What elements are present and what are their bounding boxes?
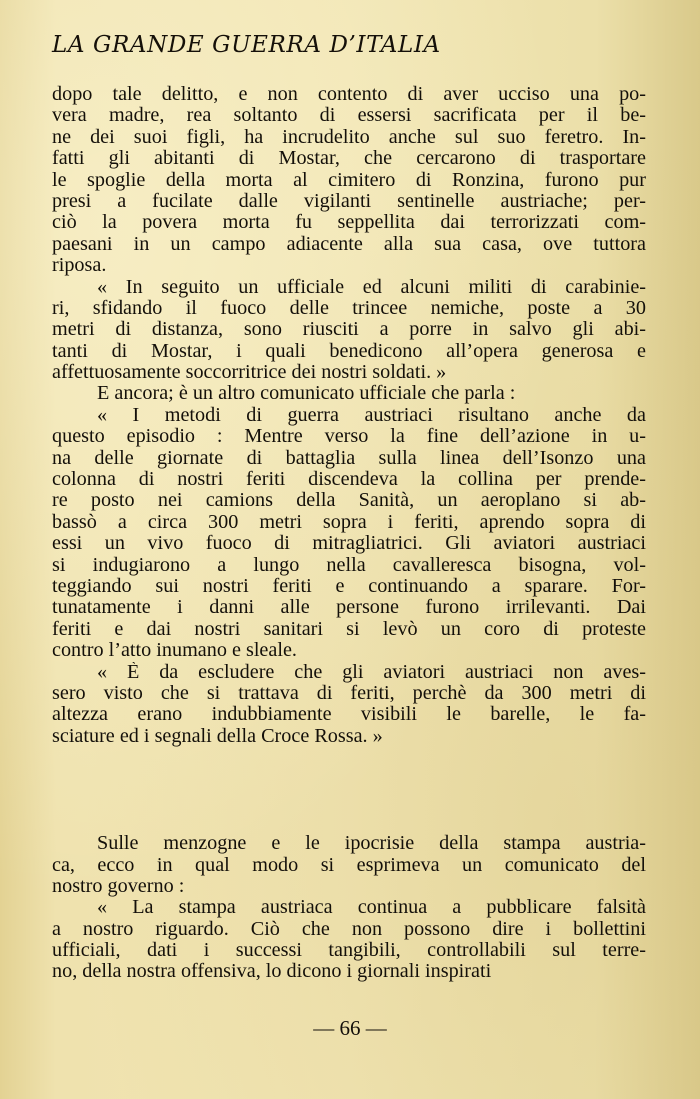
body-text <box>52 84 646 983</box>
text-line: essi un vivo fuoco di mitragliatrici. Gli aviatori austriaci <box>52 533 646 555</box>
text-line: na delle giornate di battaglia sulla linea dell’Isonzo una <box>52 447 646 469</box>
text-line: « In seguito un ufficiale ed alcuni militi di carabinie- <box>97 276 646 298</box>
text-line: le spoglie della morta al cimitero di Ronzina, furono pur <box>52 169 646 191</box>
text-line: dopo tale delitto, e non contento di aver ucciso una po- <box>52 84 646 105</box>
text-line: re posto nei camions della Sanità, un aeroplano si ab- <box>52 490 646 512</box>
text-line: altezza erano indubbiamente visibili le barelle, le fa- <box>52 704 646 726</box>
text-line: a nostro riguardo. Ciò che non possono dire i bollettini <box>52 918 646 940</box>
text-line: sero visto che si trattava di feriti, perchè da 300 metri di <box>52 682 646 704</box>
text-line: tanti di Mostar, i quali benedicono all’opera generosa e <box>52 340 646 362</box>
text-line: metri di distanza, sono riusciti a porre in salvo gli abi- <box>52 319 646 341</box>
text-line: presi a fucilate dalle vigilanti sentinelle austriache; per- <box>52 190 646 212</box>
text-line: questo episodio : Mentre verso la fine dell’azione in u- <box>52 426 646 448</box>
page-number: — 66 — <box>313 1016 387 1040</box>
text-line: feriti e dai nostri sanitari si levò un coro di proteste <box>52 618 646 640</box>
text-line: colonna di nostri feriti discendeva la collina per prende- <box>52 469 646 491</box>
text-line: ufficiali, dati i successi tangibili, controllabili sul terre- <box>52 940 646 962</box>
text-line: Sulle menzogne e le ipocrisie della stampa austria- <box>97 833 646 855</box>
text-line: contro l’atto inumano e sleale. <box>52 640 297 662</box>
text-line: ri, sfidando il fuoco delle trincee nemiche, poste a 30 <box>52 297 646 319</box>
text-line: teggiando sui nostri feriti e continuando a sparare. For- <box>52 575 646 597</box>
text-line: bassò a circa 300 metri sopra i feriti, aprendo sopra di <box>52 511 646 533</box>
text-line: « La stampa austriaca continua a pubblicare falsità <box>97 897 646 919</box>
paragraph <box>52 662 646 748</box>
text-line: « I metodi di guerra austriaci risultano anche da <box>97 404 646 426</box>
text-line: fatti gli abitanti di Mostar, che cercarono di trasportare <box>52 148 646 170</box>
paragraph <box>52 405 646 662</box>
text-line: riposa. <box>52 255 107 277</box>
text-line: no, della nostra offensiva, lo dicono i giornali inspirati <box>52 961 492 983</box>
text-line: ca, ecco in qual modo si esprimeva un comunicato del <box>52 854 646 876</box>
paragraph <box>52 277 646 384</box>
text-line: sciature ed i segnali della Croce Rossa. » <box>52 725 383 747</box>
text-line: ne dei suoi figli, ha incrudelito anche sul suo feretro. In- <box>52 126 646 148</box>
text-line: vera madre, rea soltanto di essersi sacrificata per il be- <box>52 105 646 127</box>
text-line: nostro governo : <box>52 875 185 897</box>
text-line: E ancora; è un altro comunicato ufficiale che parla : <box>97 383 516 405</box>
text-line: si indugiarono a lungo nella cavalleresca bisogna, vol- <box>52 554 646 576</box>
text-line: paesani in un campo adiacente alla sua casa, ove tuttora <box>52 233 646 255</box>
text-line: ciò la povera morta fu seppellita dai terrorizzati com- <box>52 212 646 234</box>
paragraph <box>52 897 646 983</box>
paragraph <box>52 833 646 897</box>
paragraph <box>52 84 646 277</box>
running-header: LA GRANDE GUERRA D’ITALIA <box>52 32 441 58</box>
text-line: tunatamente i danni alle persone furono irrilevanti. Dai <box>52 597 646 619</box>
text-line: affettuosamente soccorritrice dei nostri soldati. » <box>52 362 447 384</box>
text-line: « È da escludere che gli aviatori austriaci non aves- <box>97 661 646 683</box>
paragraph <box>52 383 646 404</box>
section-gap <box>52 747 646 833</box>
